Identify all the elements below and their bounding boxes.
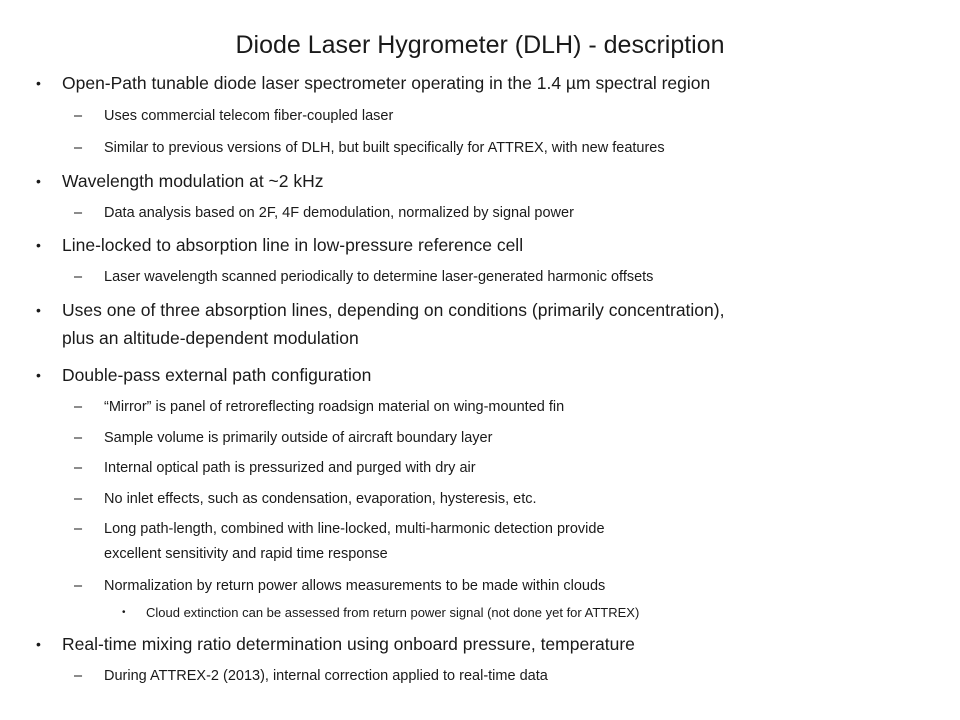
slide-title: Diode Laser Hygrometer (DLH) - description (235, 31, 725, 59)
dash-marker: – (74, 269, 83, 285)
dash-marker: – (74, 205, 83, 221)
dash-marker: – (74, 491, 83, 507)
sub-bullet-text: During ATTREX-2 (2013), internal correction applied to real-time data (104, 668, 548, 684)
bullet-text: Wavelength modulation at ~2 kHz (62, 171, 324, 191)
sub-bullet-text: Laser wavelength scanned periodically to determine laser-generated harmonic offsets (104, 269, 654, 285)
bullet-marker: • (36, 636, 41, 652)
sub-bullet-text: Normalization by return power allows measurements to be made within clouds (104, 578, 606, 594)
sub-bullet-text: Similar to previous versions of DLH, but built specifically for ATTREX, with new features (104, 140, 665, 156)
sub-bullet-text: “Mirror” is panel of retroreflecting roadsign material on wing-mounted fin (104, 399, 565, 415)
bullet-text: Open-Path tunable diode laser spectrometer operating in the 1.4 µm spectral region (62, 73, 711, 93)
dash-marker: – (74, 140, 83, 156)
bullet-text: plus an altitude-dependent modulation (62, 328, 359, 348)
sub-bullet-text: Uses commercial telecom fiber-coupled laser (104, 108, 394, 124)
sub-bullet-text: Long path-length, combined with line-locked, multi-harmonic detection provide (104, 521, 605, 537)
dash-marker: – (74, 108, 83, 124)
dash-marker: – (74, 668, 83, 684)
sub-bullet-text: Internal optical path is pressurized and purged with dry air (104, 460, 476, 476)
bullet-marker: • (36, 173, 41, 189)
sub-bullet-text: Data analysis based on 2F, 4F demodulation, normalized by signal power (104, 205, 574, 221)
dash-marker: – (74, 430, 83, 446)
bullet-marker: • (36, 302, 41, 318)
dash-marker: – (74, 399, 83, 415)
bullet-marker: • (36, 75, 41, 91)
dash-marker: – (74, 521, 83, 537)
bullet-text: Line-locked to absorption line in low-pressure reference cell (62, 235, 524, 255)
sub-bullet-text: No inlet effects, such as condensation, evaporation, hysteresis, etc. (104, 491, 537, 507)
bullet-marker: • (122, 607, 126, 618)
dash-marker: – (74, 460, 83, 476)
bullet-marker: • (36, 367, 41, 383)
dash-marker: – (74, 578, 83, 594)
bullet-marker: • (36, 237, 41, 253)
sub-sub-bullet-text: Cloud extinction can be assessed from return power signal (not done yet for ATTREX) (146, 605, 640, 620)
bullet-text: Real-time mixing ratio determination using onboard pressure, temperature (62, 634, 635, 654)
sub-bullet-text: Sample volume is primarily outside of aircraft boundary layer (104, 430, 493, 446)
bullet-text: Uses one of three absorption lines, depending on conditions (primarily concentration), (62, 300, 725, 320)
sub-bullet-text: excellent sensitivity and rapid time response (104, 546, 388, 562)
bullet-text: Double-pass external path configuration (62, 365, 372, 385)
